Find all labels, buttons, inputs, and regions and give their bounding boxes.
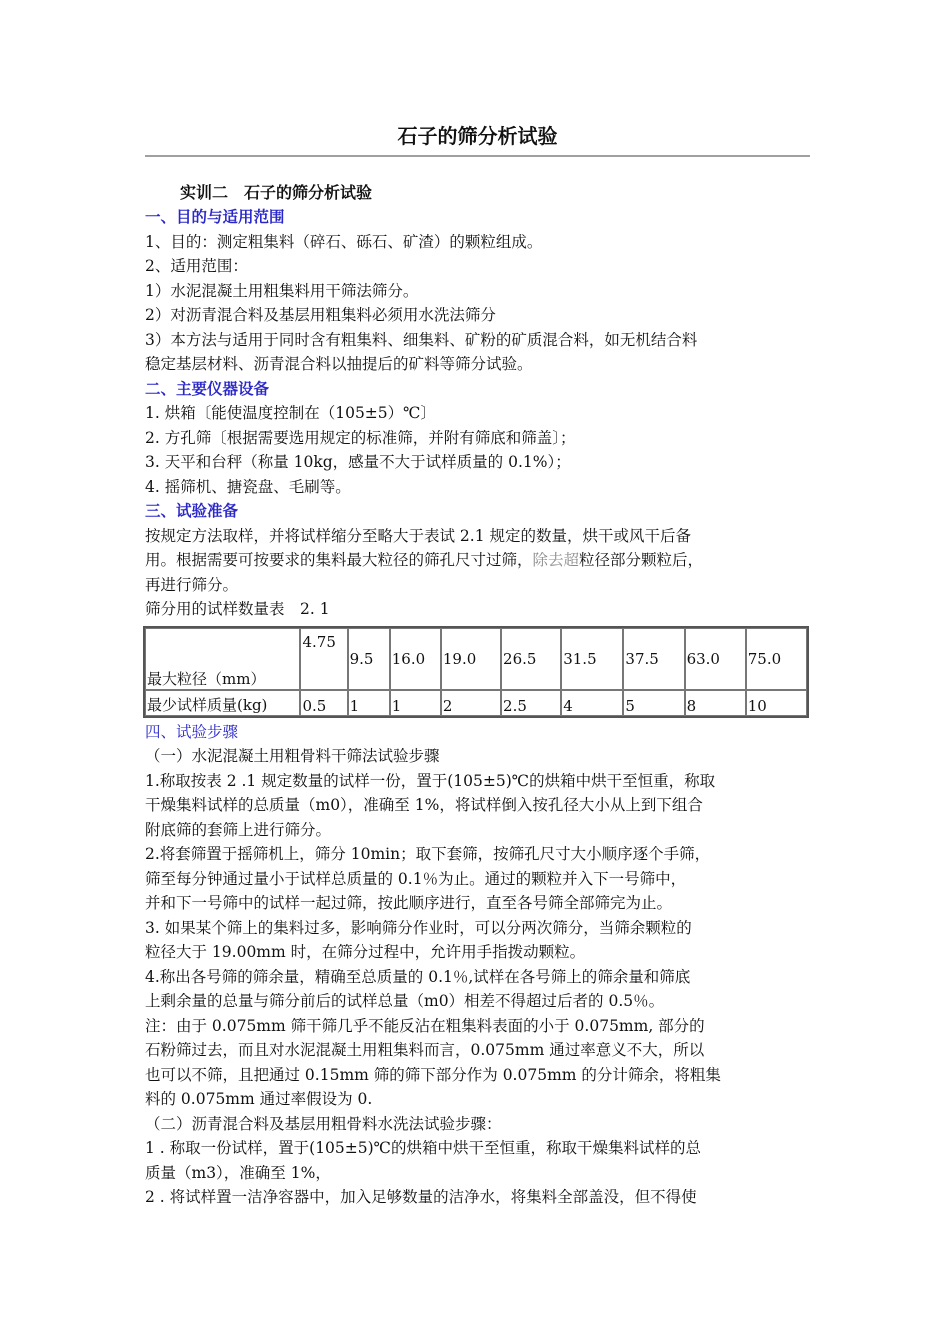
- table-cell: 75.0: [746, 628, 807, 690]
- paragraph-line: 稳定基层材料、沥青混合料以抽提后的矿料等筛分试验。: [145, 355, 533, 373]
- paragraph-line: 干燥集料试样的总质量（m0），准确至 1%，将试样倒入按孔径大小从上到下组合: [145, 796, 703, 814]
- paragraph-line: 附底筛的套筛上进行筛分。: [145, 820, 332, 839]
- paragraph-line: 2.将套筛置于摇筛机上，筛分 10min；取下套筛，按筛孔尺寸大小顺序逐个手筛，: [145, 845, 711, 863]
- document-page: [145, 120, 810, 1210]
- paragraph-line: 3. 如果某个筛上的集料过多，影响筛分作业时，可以分两次筛分，当筛余颗粒的: [145, 918, 692, 937]
- section-heading-purpose: 一、目的与适用范围: [145, 208, 285, 226]
- table-cell: 16.0: [390, 628, 441, 690]
- paragraph-line: 1.称取按表 2 .1 规定数量的试样一份，置于(105±5)℃的烘箱中烘干至恒重，称取: [145, 771, 716, 790]
- table-cell: 1: [348, 690, 390, 716]
- table-row: [145, 628, 807, 690]
- table-cell: 63.0: [685, 628, 746, 690]
- paragraph-line: 2. 方孔筛〔根据需要选用规定的标准筛，并附有筛底和筛盖〕；: [145, 428, 576, 447]
- paragraph-line: 1、目的：测定粗集料（碎石、砾石、矿渣）的颗粒组成。: [145, 232, 543, 251]
- note-line: 注：由于 0.075mm 筛干筛几乎不能反沾在粗集料表面的小于 0.075mm, 部分的: [145, 1016, 705, 1035]
- table-cell: 2.5: [501, 690, 561, 716]
- paragraph-line: （二）沥青混合料及基层用粗骨料水洗法试验步骤：: [145, 1114, 502, 1133]
- table-cell: 0.5: [300, 690, 347, 716]
- paragraph-line: 再进行筛分。: [145, 575, 239, 594]
- paragraph-line: 上剩余量的总量与筛分前后的试样总量（m0）相差不得超过后者的 0.5％。: [145, 992, 665, 1010]
- table-cell: 31.5: [561, 628, 623, 690]
- text-run: 用。根据需要可按要求的集料最大粒径的筛孔尺寸过筛，: [145, 551, 533, 569]
- note-line: 料的 0.075mm 通过率假设为 0.: [145, 1090, 373, 1108]
- table-cell: 9.5: [348, 628, 390, 690]
- paragraph-line: 1. 烘箱〔能使温度控制在（105±5）℃〕: [145, 404, 436, 422]
- paragraph-line: 按规定方法取样，并将试样缩分至略大于表试 2.1 规定的数量，烘干或风干后备: [145, 526, 692, 545]
- text-run-gray: 除去超: [532, 551, 580, 569]
- paragraph-line: 2、适用范围：: [145, 257, 248, 275]
- paragraph-line: （一）水泥混凝土用粗骨料干筛法试验步骤: [145, 747, 440, 765]
- document-title: 石子的筛分析试验: [397, 124, 558, 148]
- paragraph-line: 并和下一号筛中的试样一起过筛，按此顺序进行，直至各号筛全部筛完为止。: [145, 894, 673, 912]
- table-cell-label: 最大粒径（mm）: [145, 628, 300, 690]
- table-cell: 4.75: [300, 628, 347, 690]
- paragraph-line: 筛至每分钟通过量小于试样总质量的 0.1％为止。通过的颗粒并入下一号筛中，: [145, 869, 687, 888]
- section-heading-equipment: 二、主要仪器设备: [145, 379, 270, 398]
- table-cell: 1: [390, 690, 441, 716]
- paragraph-line: 3. 天平和台秤（称量 10kg，感量不大于试样质量的 0.1%）；: [145, 453, 571, 471]
- section-heading-procedure: 四、试验步骤: [145, 722, 239, 741]
- table-cell-label: 最少试样质量(kg): [145, 690, 300, 716]
- paragraph-line: 2 . 将试样置一洁净容器中，加入足够数量的洁净水，将集料全部盖没，但不得使: [145, 1188, 697, 1206]
- table-cell: 19.0: [441, 628, 501, 690]
- paragraph-line: 2）对沥青混合料及基层用粗集料必须用水洗法筛分: [145, 306, 496, 324]
- text-run: 粒径部分颗粒后，: [579, 551, 704, 569]
- paragraph-line: 4.称出各号筛的筛余量，精确至总质量的 0.1％,试样在各号筛上的筛余量和筛底: [145, 967, 691, 986]
- table-cell: 10: [746, 690, 807, 716]
- table-cell: 4: [561, 690, 623, 716]
- table-cell: 26.5: [501, 628, 561, 690]
- sample-quantity-table: [143, 626, 809, 718]
- paragraph-line: 质量（m3），准确至 1%，: [145, 1163, 331, 1182]
- paragraph-line: 1 . 称取一份试样，置于(105±5)℃的烘箱中烘干至恒重，称取干燥集料试样的总: [145, 1139, 702, 1157]
- paragraph-line: 3）本方法与适用于同时含有粗集料、细集料、矿粉的矿质混合料，如无机结合料: [145, 330, 698, 349]
- paragraph-line: 粒径大于 19.00mm 时，在筛分过程中，允许用手指拨动颗粒。: [145, 943, 586, 961]
- note-line: 石粉筛过去，而且对水泥混凝土用粗集料而言，0.075mm 通过率意义不大，所以: [145, 1041, 705, 1059]
- table-cell: 8: [685, 690, 746, 716]
- paragraph-line: [145, 548, 810, 573]
- title-divider: [145, 155, 810, 157]
- table-cell: 2: [441, 690, 501, 716]
- table-row: [145, 690, 807, 716]
- paragraph-line: 4. 摇筛机、搪瓷盘、毛刷等。: [145, 477, 351, 496]
- table-cell: 5: [623, 690, 684, 716]
- table-caption: 筛分用的试样数量表 2. 1: [145, 600, 330, 618]
- note-line: 也可以不筛，且把通过 0.15mm 筛的筛下部分作为 0.075mm 的分计筛余，将粗集: [145, 1065, 721, 1084]
- table-cell: 37.5: [623, 628, 684, 690]
- section-heading-preparation: 三、试验准备: [145, 502, 239, 520]
- paragraph-line: 1）水泥混凝土用粗集料用干筛法筛分。: [145, 281, 419, 300]
- section-subtitle: 实训二 石子的筛分析试验: [180, 183, 373, 202]
